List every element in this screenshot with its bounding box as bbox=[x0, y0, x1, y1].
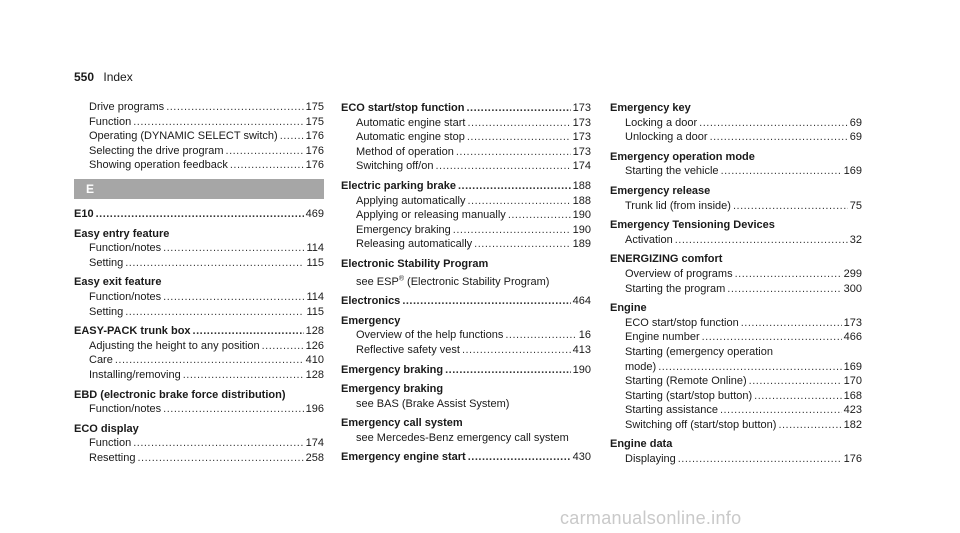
index-entry: Method of operation ..... 173 bbox=[341, 145, 591, 160]
index-entry: Switching off/on ..... 174 bbox=[341, 159, 591, 174]
index-heading: Engine data bbox=[610, 438, 673, 451]
section-title: Index bbox=[103, 70, 133, 84]
index-heading: Electric parking brake ..... 188 bbox=[341, 179, 591, 194]
index-entry: Overview of the help functions ..... 16 bbox=[341, 328, 591, 343]
index-heading: Easy exit feature bbox=[74, 276, 162, 289]
index-heading: Easy entry feature bbox=[74, 227, 170, 240]
index-heading: Emergency bbox=[341, 314, 401, 327]
index-entry: Starting (Remote Online) ..... 170 bbox=[610, 374, 862, 389]
index-entry: Selecting the drive program ..... 176 bbox=[74, 144, 324, 159]
index-entry: Unlocking a door ..... 69 bbox=[610, 130, 862, 145]
page-number: 550 bbox=[74, 70, 95, 84]
index-entry: Overview of programs ..... 299 bbox=[610, 267, 862, 282]
see-reference: see ESP® (Electronic Stability Program) bbox=[356, 274, 550, 288]
index-entry: Automatic engine start ..... 173 bbox=[341, 116, 591, 131]
index-column-3 bbox=[610, 101, 862, 467]
index-entry: Showing operation feedback ..... 176 bbox=[74, 158, 324, 173]
index-entry: Switching off (start/stop button) ..... 182 bbox=[610, 418, 862, 433]
index-entry: Starting assistance ..... 423 bbox=[610, 403, 862, 418]
index-entry: mode) ..... 169 bbox=[610, 360, 862, 375]
letter-divider: E bbox=[74, 179, 324, 199]
index-entry: Applying or releasing manually ..... 190 bbox=[341, 208, 591, 223]
index-heading: ECO start/stop function ..... 173 bbox=[341, 101, 591, 116]
index-entry: Trunk lid (from inside) ..... 75 bbox=[610, 199, 862, 214]
index-heading: Emergency braking ..... 190 bbox=[341, 363, 591, 378]
index-entry: Starting (start/stop button) ..... 168 bbox=[610, 389, 862, 404]
index-heading: Emergency Tensioning Devices bbox=[610, 219, 775, 232]
index-entry: Resetting ..... 258 bbox=[74, 451, 324, 466]
index-heading: EBD (electronic brake force distribution) bbox=[74, 388, 286, 401]
index-heading: Emergency braking bbox=[341, 383, 444, 396]
index-entry: Function/notes ..... 196 bbox=[74, 402, 324, 417]
index-entry: Engine number ..... 466 bbox=[610, 330, 862, 345]
index-heading: Emergency call system bbox=[341, 417, 463, 430]
index-entry: Starting (emergency operation bbox=[625, 345, 773, 358]
index-heading: Electronic Stability Program bbox=[341, 257, 489, 270]
page-header bbox=[74, 70, 133, 84]
index-column-1 bbox=[74, 100, 324, 465]
index-entry: Locking a door ..... 69 bbox=[610, 116, 862, 131]
index-entry: Reflective safety vest ..... 413 bbox=[341, 343, 591, 358]
index-heading: Emergency engine start ..... 430 bbox=[341, 450, 591, 465]
see-reference: see Mercedes-Benz emergency call system bbox=[356, 431, 569, 444]
index-entry: Function ..... 175 bbox=[74, 115, 324, 130]
index-heading: ENERGIZING comfort bbox=[610, 253, 723, 266]
index-entry: Operating (DYNAMIC SELECT switch) ..... 176 bbox=[74, 129, 324, 144]
see-reference: see BAS (Brake Assist System) bbox=[356, 397, 510, 410]
index-entry: Displaying ..... 176 bbox=[610, 452, 862, 467]
index-heading: ECO display bbox=[74, 422, 139, 435]
index-entry: Adjusting the height to any position ..... 126 bbox=[74, 339, 324, 354]
index-entry: Installing/removing ..... 128 bbox=[74, 368, 324, 383]
index-heading: Emergency release bbox=[610, 184, 711, 197]
index-entry: Starting the program ..... 300 bbox=[610, 282, 862, 297]
index-heading: E10 ..... 469 bbox=[74, 207, 324, 222]
index-entry: ECO start/stop function ..... 173 bbox=[610, 316, 862, 331]
index-entry: Setting ..... 115 bbox=[74, 305, 324, 320]
index-entry: Automatic engine stop ..... 173 bbox=[341, 130, 591, 145]
index-column-2 bbox=[341, 101, 591, 465]
index-entry: Starting the vehicle ..... 169 bbox=[610, 164, 862, 179]
index-heading: Engine bbox=[610, 302, 647, 315]
index-entry: Function/notes ..... 114 bbox=[74, 241, 324, 256]
index-heading: Emergency key bbox=[610, 102, 691, 114]
index-heading: Emergency operation mode bbox=[610, 150, 755, 163]
index-entry: Applying automatically ..... 188 bbox=[341, 194, 591, 209]
index-entry: Care ..... 410 bbox=[74, 353, 324, 368]
index-entry: Emergency braking ..... 190 bbox=[341, 223, 591, 238]
index-heading: Electronics ..... 464 bbox=[341, 294, 591, 309]
index-entry: Function ..... 174 bbox=[74, 436, 324, 451]
index-entry: Function/notes ..... 114 bbox=[74, 290, 324, 305]
index-entry: Drive programs ..... 175 bbox=[74, 100, 324, 115]
index-heading: EASY-PACK trunk box ..... 128 bbox=[74, 324, 324, 339]
index-entry: Setting ..... 115 bbox=[74, 256, 324, 271]
index-entry: Releasing automatically ..... 189 bbox=[341, 237, 591, 252]
watermark: carmanualsonline.info bbox=[560, 508, 742, 528]
index-entry: Activation ..... 32 bbox=[610, 233, 862, 248]
